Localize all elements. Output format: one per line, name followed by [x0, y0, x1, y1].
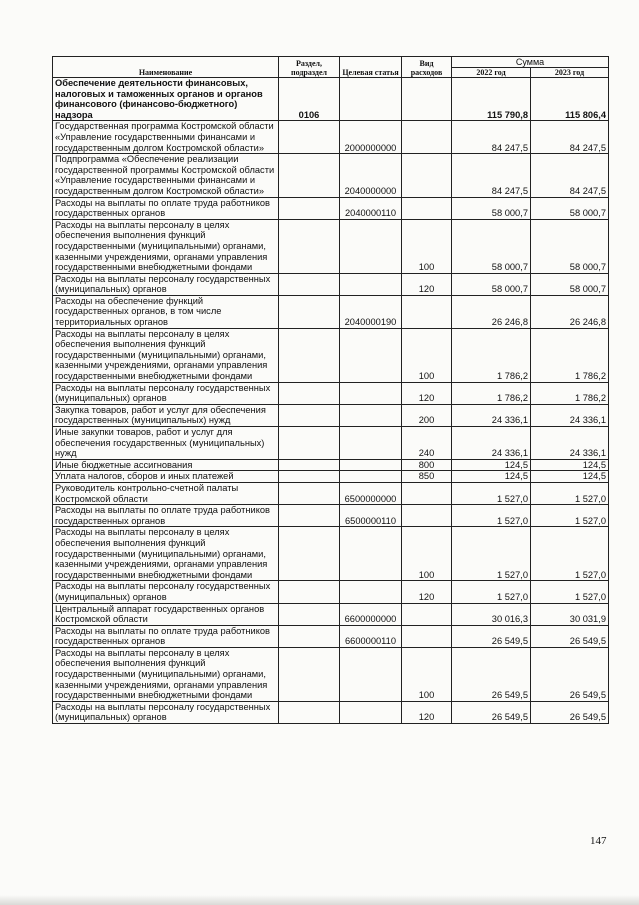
cell-section: [279, 197, 340, 219]
cell-sum-2023: 26 549,5: [531, 647, 609, 701]
cell-kind: [402, 482, 452, 504]
table-row: [53, 404, 609, 426]
cell-section: [279, 527, 340, 581]
table-header: [53, 57, 609, 78]
cell-sum-2022: 58 000,7: [452, 197, 531, 219]
cell-sum-2022: 1 527,0: [452, 581, 531, 603]
cell-sum-2022: 26 549,5: [452, 701, 531, 723]
cell-sum-2022: 115 790,8: [452, 78, 531, 121]
cell-target: [340, 471, 402, 483]
cell-target: [340, 581, 402, 603]
cell-target: 2040000000: [340, 154, 402, 197]
cell-kind: [402, 295, 452, 328]
cell-section: [279, 219, 340, 273]
cell-target: 6600000000: [340, 603, 402, 625]
cell-sum-2023: 26 549,5: [531, 701, 609, 723]
cell-sum-2023: 84 247,5: [531, 154, 609, 197]
cell-sum-2022: 26 549,5: [452, 647, 531, 701]
table-row: [53, 647, 609, 701]
table-row: [53, 581, 609, 603]
cell-target: [340, 78, 402, 121]
cell-name: Расходы на выплаты по оплате труда работников государственных органов: [53, 197, 279, 219]
cell-kind: 850: [402, 471, 452, 483]
table-row: [53, 328, 609, 382]
cell-sum-2023: 26 549,5: [531, 625, 609, 647]
cell-name: Расходы на обеспечение функций государственных органов, в том числе территориальных органов: [53, 295, 279, 328]
cell-section: [279, 427, 340, 460]
cell-sum-2022: 1 786,2: [452, 328, 531, 382]
cell-sum-2023: 26 246,8: [531, 295, 609, 328]
table-row: [53, 78, 609, 121]
cell-sum-2022: 1 527,0: [452, 527, 531, 581]
cell-sum-2023: 1 786,2: [531, 382, 609, 404]
cell-sum-2022: 1 527,0: [452, 482, 531, 504]
cell-sum-2022: 30 016,3: [452, 603, 531, 625]
table-row: [53, 295, 609, 328]
cell-name: Расходы на выплаты по оплате труда работников государственных органов: [53, 505, 279, 527]
cell-section: [279, 471, 340, 483]
cell-sum-2023: 124,5: [531, 471, 609, 483]
cell-section: [279, 603, 340, 625]
cell-target: [340, 328, 402, 382]
cell-section: [279, 382, 340, 404]
cell-sum-2022: 124,5: [452, 471, 531, 483]
cell-sum-2022: 58 000,7: [452, 273, 531, 295]
table-row: [53, 459, 609, 471]
cell-kind: 240: [402, 427, 452, 460]
cell-kind: 120: [402, 701, 452, 723]
cell-target: [340, 701, 402, 723]
cell-sum-2022: 1 527,0: [452, 505, 531, 527]
cell-sum-2023: 84 247,5: [531, 121, 609, 154]
table-row: [53, 219, 609, 273]
cell-kind: 100: [402, 647, 452, 701]
cell-target: 6500000110: [340, 505, 402, 527]
cell-sum-2022: 84 247,5: [452, 154, 531, 197]
header-sum: Сумма: [452, 57, 609, 68]
cell-kind: 100: [402, 328, 452, 382]
cell-name: Закупка товаров, работ и услуг для обеспечения государственных (муниципальных) нужд: [53, 404, 279, 426]
cell-target: 2040000110: [340, 197, 402, 219]
cell-sum-2022: 58 000,7: [452, 219, 531, 273]
cell-target: 2040000190: [340, 295, 402, 328]
cell-sum-2023: 30 031,9: [531, 603, 609, 625]
cell-section: [279, 121, 340, 154]
table-row: [53, 625, 609, 647]
cell-name: Расходы на выплаты персоналу государственных (муниципальных) органов: [53, 273, 279, 295]
cell-name: Государственная программа Костромской области «Управление государственными финансами и государственным долгом Костромской области»: [53, 121, 279, 154]
cell-kind: [402, 121, 452, 154]
cell-name: Расходы на выплаты персоналу государственных (муниципальных) органов: [53, 382, 279, 404]
header-target: Целевая статья: [340, 57, 402, 78]
table-row: [53, 273, 609, 295]
cell-sum-2022: 24 336,1: [452, 404, 531, 426]
cell-sum-2023: 1 527,0: [531, 482, 609, 504]
header-name: Наименование: [53, 57, 279, 78]
cell-sum-2022: 24 336,1: [452, 427, 531, 460]
cell-kind: 100: [402, 527, 452, 581]
cell-kind: [402, 625, 452, 647]
cell-target: [340, 527, 402, 581]
cell-target: [340, 219, 402, 273]
cell-sum-2023: 1 527,0: [531, 505, 609, 527]
cell-sum-2023: 124,5: [531, 459, 609, 471]
table-row: [53, 505, 609, 527]
cell-section: [279, 482, 340, 504]
cell-sum-2022: 124,5: [452, 459, 531, 471]
cell-name: Центральный аппарат государственных органов Костромской области: [53, 603, 279, 625]
cell-sum-2022: 26 246,8: [452, 295, 531, 328]
cell-kind: 120: [402, 273, 452, 295]
table-row: [53, 382, 609, 404]
cell-name: Руководитель контрольно-счетной палаты Костромской области: [53, 482, 279, 504]
header-section: Раздел, подраздел: [279, 57, 340, 78]
cell-name: Расходы на выплаты персоналу государственных (муниципальных) органов: [53, 581, 279, 603]
cell-name: Расходы на выплаты персоналу в целях обеспечения выполнения функций государственными (муниципальными) органами, казенными учреждениями, органами управления государственными внебюджетными фондами: [53, 647, 279, 701]
cell-section: [279, 581, 340, 603]
cell-kind: [402, 197, 452, 219]
cell-sum-2022: 1 786,2: [452, 382, 531, 404]
cell-target: 6500000000: [340, 482, 402, 504]
cell-target: [340, 404, 402, 426]
cell-kind: [402, 154, 452, 197]
header-kind: Вид расходов: [402, 57, 452, 78]
table-row: [53, 197, 609, 219]
header-year-2022: 2022 год: [452, 68, 531, 78]
cell-target: [340, 647, 402, 701]
cell-sum-2023: 1 527,0: [531, 581, 609, 603]
cell-section: [279, 328, 340, 382]
cell-name: Расходы на выплаты по оплате труда работников государственных органов: [53, 625, 279, 647]
page-edge: [0, 895, 639, 905]
cell-kind: 120: [402, 382, 452, 404]
cell-target: [340, 427, 402, 460]
cell-target: [340, 382, 402, 404]
cell-kind: [402, 78, 452, 121]
cell-sum-2022: 84 247,5: [452, 121, 531, 154]
table-row: [53, 527, 609, 581]
cell-sum-2023: 1 786,2: [531, 328, 609, 382]
cell-name: Подпрограмма «Обеспечение реализации государственной программы Костромской области «Управление государственными финансами и государственным долгом Костромской области»: [53, 154, 279, 197]
cell-name: Иные бюджетные ассигнования: [53, 459, 279, 471]
cell-kind: 200: [402, 404, 452, 426]
cell-name: Расходы на выплаты персоналу в целях обеспечения выполнения функций государственными (муниципальными) органами, казенными учреждениями, органами управления государственными внебюджетными фондами: [53, 328, 279, 382]
cell-sum-2023: 115 806,4: [531, 78, 609, 121]
cell-name: Расходы на выплаты персоналу в целях обеспечения выполнения функций государственными (муниципальными) органами, казенными учреждениями, органами управления государственными внебюджетными фондами: [53, 527, 279, 581]
table-row: [53, 603, 609, 625]
table-row: [53, 154, 609, 197]
cell-section: [279, 459, 340, 471]
cell-sum-2022: 26 549,5: [452, 625, 531, 647]
table-row: [53, 427, 609, 460]
cell-section: 0106: [279, 78, 340, 121]
cell-section: [279, 505, 340, 527]
cell-name: Уплата налогов, сборов и иных платежей: [53, 471, 279, 483]
table-row: [53, 482, 609, 504]
cell-target: 2000000000: [340, 121, 402, 154]
header-year-2023: 2023 год: [531, 68, 609, 78]
cell-name: Расходы на выплаты персоналу в целях обеспечения выполнения функций государственными (муниципальными) органами, казенными учреждениями, органами управления государственными внебюджетными фондами: [53, 219, 279, 273]
cell-target: [340, 273, 402, 295]
table-row: [53, 121, 609, 154]
cell-name: Обеспечение деятельности финансовых, налоговых и таможенных органов и органов финансового (финансово-бюджетного) надзора: [53, 78, 279, 121]
page-number: 147: [590, 835, 607, 847]
cell-section: [279, 701, 340, 723]
cell-kind: [402, 603, 452, 625]
cell-sum-2023: 24 336,1: [531, 427, 609, 460]
cell-section: [279, 625, 340, 647]
cell-section: [279, 295, 340, 328]
table-row: [53, 471, 609, 483]
cell-target: 6600000110: [340, 625, 402, 647]
cell-name: Расходы на выплаты персоналу государственных (муниципальных) органов: [53, 701, 279, 723]
cell-sum-2023: 24 336,1: [531, 404, 609, 426]
cell-sum-2023: 58 000,7: [531, 197, 609, 219]
budget-table: [52, 56, 609, 724]
cell-section: [279, 647, 340, 701]
cell-sum-2023: 58 000,7: [531, 273, 609, 295]
table-body: [53, 78, 609, 724]
cell-sum-2023: 58 000,7: [531, 219, 609, 273]
cell-kind: [402, 505, 452, 527]
cell-kind: 100: [402, 219, 452, 273]
cell-section: [279, 273, 340, 295]
cell-section: [279, 404, 340, 426]
cell-target: [340, 459, 402, 471]
cell-section: [279, 154, 340, 197]
cell-kind: 800: [402, 459, 452, 471]
cell-sum-2023: 1 527,0: [531, 527, 609, 581]
cell-name: Иные закупки товаров, работ и услуг для обеспечения государственных (муниципальных) нужд: [53, 427, 279, 460]
cell-kind: 120: [402, 581, 452, 603]
table-row: [53, 701, 609, 723]
